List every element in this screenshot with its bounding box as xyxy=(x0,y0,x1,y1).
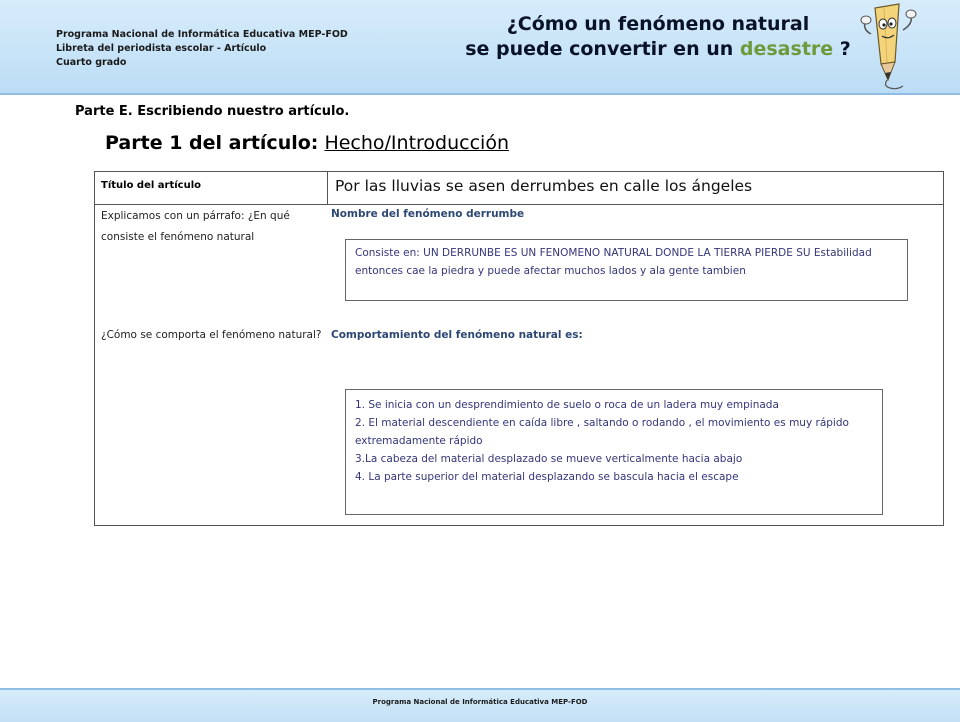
article-table xyxy=(94,171,944,526)
pencil-mascot-icon xyxy=(857,0,937,93)
phenomenon-definition-box[interactable]: Consiste en: UN DERRUNBE ES UN FENOMENO NATURAL DONDE LA TIERRA PIERDE SU Estabilidad entonces cae la piedra y puede afectar muchos lados y ala gente tambien xyxy=(345,239,908,301)
behavior-item-2: 2. El material descendiente en caída libre , saltando o rodando , el movimiento es muy rápido extremadamente rápido xyxy=(355,417,849,447)
part-1-value: Hecho/Introducción xyxy=(324,132,509,154)
part-1-heading xyxy=(105,132,509,154)
header-info xyxy=(56,28,348,70)
behavior-item-4: 4. La parte superior del material desplazando se bascula hacia el escape xyxy=(355,471,739,483)
notebook-name: Libreta del periodista escolar - Artículo xyxy=(56,43,267,54)
header-banner xyxy=(0,0,960,95)
title-line-2-suffix: ? xyxy=(839,38,851,60)
program-name: Programa Nacional de Informática Educativa MEP-FOD xyxy=(56,29,348,40)
title-row-label: Título del artículo xyxy=(101,180,202,191)
column-divider xyxy=(327,172,328,204)
question-2: ¿Cómo se comporta el fenómeno natural? xyxy=(101,329,322,341)
title-row xyxy=(95,172,943,205)
title-accent-word: desastre xyxy=(739,38,834,60)
behavior-list-box[interactable] xyxy=(345,389,883,515)
part-e-heading: Parte E. Escribiendo nuestro artículo. xyxy=(75,104,350,119)
footer-banner xyxy=(0,688,960,722)
phenomenon-name-heading: Nombre del fenómeno derrumbe xyxy=(331,208,525,220)
behavior-item-3: 3.La cabeza del material desplazado se mueve verticalmente hacia abajo xyxy=(355,453,743,465)
part-1-label: Parte 1 del artículo: xyxy=(105,132,319,154)
footer-text: Programa Nacional de Informática Educativa MEP-FOD xyxy=(372,698,588,706)
grade-label: Cuarto grado xyxy=(56,57,127,68)
page-title xyxy=(398,12,918,62)
question-1: Explicamos con un párrafo: ¿En qué consiste el fenómeno natural xyxy=(101,210,290,243)
title-line-2 xyxy=(398,37,918,62)
article-title-field[interactable]: Por las lluvias se asen derrumbes en calle los ángeles xyxy=(335,177,753,195)
title-line-1: ¿Cómo un fenómeno natural xyxy=(506,13,810,35)
behavior-item-1: 1. Se inicia con un desprendimiento de suelo o roca de un ladera muy empinada xyxy=(355,399,779,411)
title-line-2-prefix: se puede convertir en un xyxy=(465,38,734,60)
behavior-heading: Comportamiento del fenómeno natural es: xyxy=(331,329,583,341)
